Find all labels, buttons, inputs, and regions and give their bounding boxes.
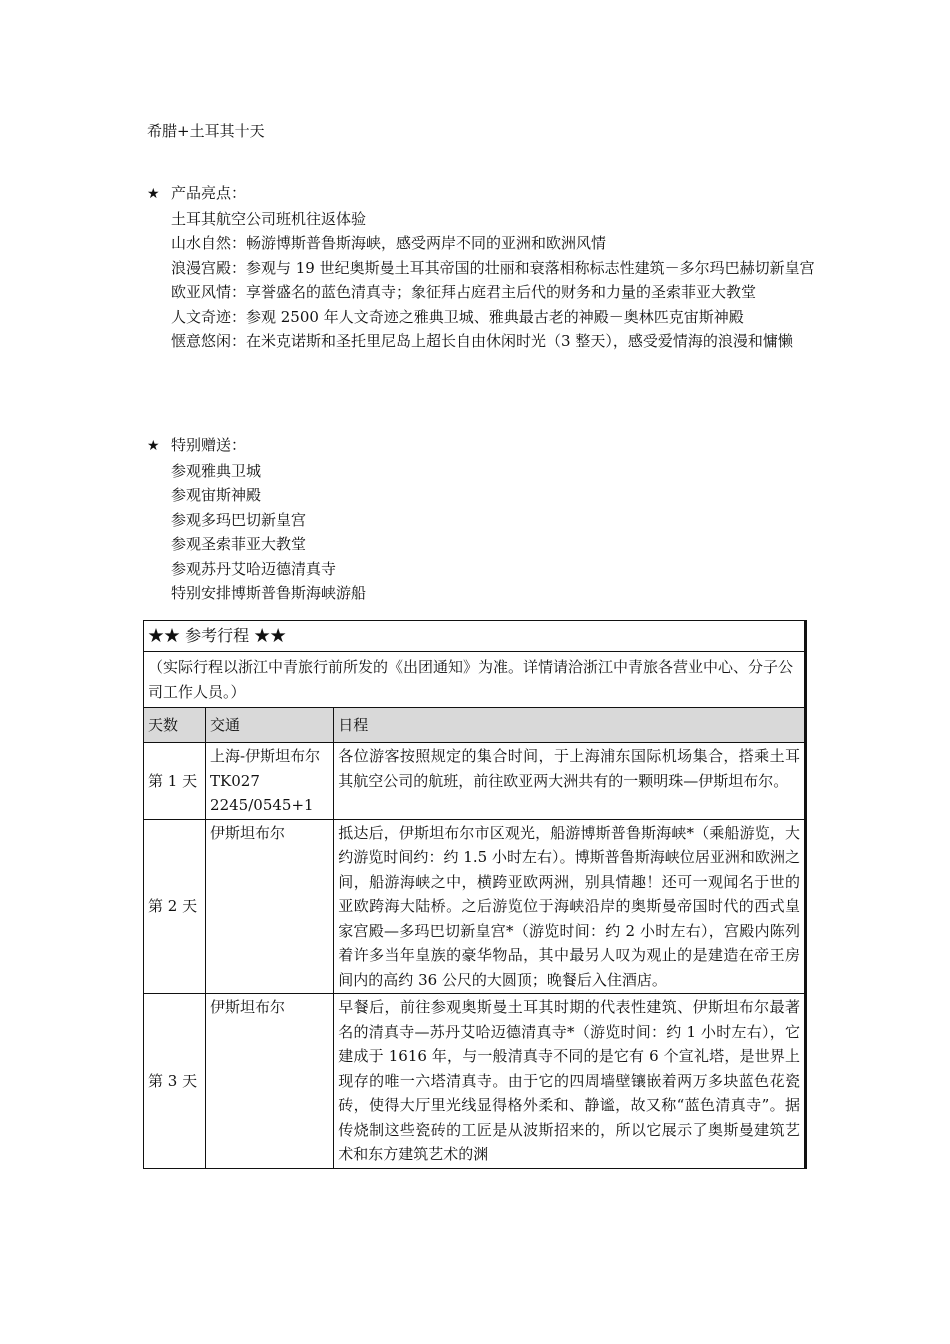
- day-cell: 第 2 天: [144, 819, 206, 994]
- transport-lines: [210, 995, 329, 1020]
- highlights-header: [147, 181, 815, 207]
- schedule-cell: 各位游客按照规定的集合时间，于上海浦东国际机场集合，搭乘土耳其航空公司的航班，前往欧亚两大洲共有的一颗明珠—伊斯坦布尔。: [334, 743, 806, 820]
- star-icon: ★: [147, 438, 160, 454]
- highlights-heading: 产品亮点：: [171, 184, 247, 202]
- table-row: [144, 819, 806, 994]
- gifts-section: [147, 433, 815, 606]
- highlight-item: 欧亚风情：享誉盛名的蓝色清真寺；象征拜占庭君主后代的财务和力量的圣索菲亚大教堂: [171, 283, 757, 301]
- header-transport: 交通: [206, 708, 334, 743]
- transport-route: 伊斯坦布尔: [210, 998, 286, 1016]
- transport-cell: [206, 819, 334, 994]
- highlight-item: 惬意悠闲：在米克诺斯和圣托里尼岛上超长自由休闲时光（3 整天），感受爱情海的浪漫和慵懒: [171, 332, 793, 350]
- gift-item: 参观苏丹艾哈迈德清真寺: [171, 559, 337, 578]
- gift-item: 参观圣索菲亚大教堂: [171, 535, 307, 553]
- itinerary-header-row: [144, 708, 806, 743]
- highlights-list: [147, 207, 815, 354]
- gift-item: 特别安排博斯普鲁斯海峡游船: [171, 584, 367, 602]
- highlight-item: 浪漫宫殿：参观与 19 世纪奥斯曼土耳其帝国的壮丽和衰落相称标志性建筑－多尔玛巴赫切新皇宫: [171, 258, 815, 277]
- header-day: 天数: [144, 708, 206, 743]
- gifts-header: [147, 433, 815, 459]
- transport-lines: [210, 744, 329, 818]
- schedule-cell: 早餐后，前往参观奥斯曼土耳其时期的代表性建筑、伊斯坦布尔最著名的清真寺—苏丹艾哈迈德清真寺*（游览时间：约 1 小时左右），它建成于 1616 年，与一般清真寺不同的是它有 6 个宣礼塔，是世界上现存的唯一六塔清真寺。由于它的四周墙壁镶嵌着两万多块蓝色花瓷砖，使得大厅里光线显得格外柔和、静谧，故又称“蓝色清真寺”。据传烧制这些瓷砖的工匠是从波斯招来的，所以它展示了奥斯曼建筑艺术和东方建筑艺术的渊: [334, 994, 806, 1169]
- transport-cell: [206, 994, 334, 1169]
- day-cell: 第 3 天: [144, 994, 206, 1169]
- itinerary-note: （实际行程以浙江中青旅行前所发的《出团通知》为准。详情请洽浙江中青旅各营业中心、分子公司工作人员。）: [144, 652, 806, 708]
- itinerary-title: ★★ 参考行程 ★★: [144, 621, 806, 652]
- gifts-list: [147, 459, 815, 606]
- transport-route: 伊斯坦布尔: [210, 823, 286, 842]
- highlight-item: 土耳其航空公司班机往返体验: [171, 209, 367, 228]
- transport-lines: [210, 821, 329, 846]
- gift-item: 参观雅典卫城: [171, 461, 262, 480]
- day-cell: 第 1 天: [144, 743, 206, 820]
- transport-cell: [206, 743, 334, 820]
- star-icon: ★: [147, 186, 160, 202]
- table-row: [144, 994, 806, 1169]
- header-schedule: 日程: [334, 708, 806, 743]
- itinerary-note-row: [144, 652, 806, 708]
- highlight-item: 山水自然：畅游博斯普鲁斯海峡，感受两岸不同的亚洲和欧洲风情: [171, 234, 607, 252]
- itinerary-table: [143, 620, 807, 1169]
- gift-item: 参观多玛巴切新皇宫: [171, 510, 307, 529]
- gift-item: 参观宙斯神殿: [171, 486, 262, 504]
- transport-route: 上海-伊斯坦布尔: [210, 747, 321, 765]
- itinerary-title-row: [144, 621, 806, 652]
- flight-time: 2245/0545+1: [210, 796, 314, 814]
- schedule-cell: 抵达后，伊斯坦布尔市区观光，船游博斯普鲁斯海峡*（乘船游览，大约游览时间约：约 1.5 小时左右）。博斯普鲁斯海峡位居亚洲和欧洲之间，船游海峡之中，横跨亚欧两洲，别具情趣！还可一观闻名于世的亚欧跨海大陆桥。之后游览位于海峡沿岸的奥斯曼帝国时代的西式皇家宫殿—多玛巴切新皇宫*（游览时间：约 2 小时左右），宫殿内陈列着许多当年皇族的豪华物品，其中最另人叹为观止的是建造在帝王房间内的高约 36 公尺的大圆顶；晚餐后入住酒店。: [334, 819, 806, 994]
- flight-number: TK027: [210, 771, 260, 790]
- table-row: [144, 743, 806, 820]
- gifts-heading: 特别赠送：: [171, 436, 247, 454]
- highlights-section: [147, 181, 815, 354]
- highlight-item: 人文奇迹：参观 2500 年人文奇迹之雅典卫城、雅典最古老的神殿－奥林匹克宙斯神殿: [171, 307, 744, 326]
- document-title: 希腊+土耳其十天: [147, 122, 265, 140]
